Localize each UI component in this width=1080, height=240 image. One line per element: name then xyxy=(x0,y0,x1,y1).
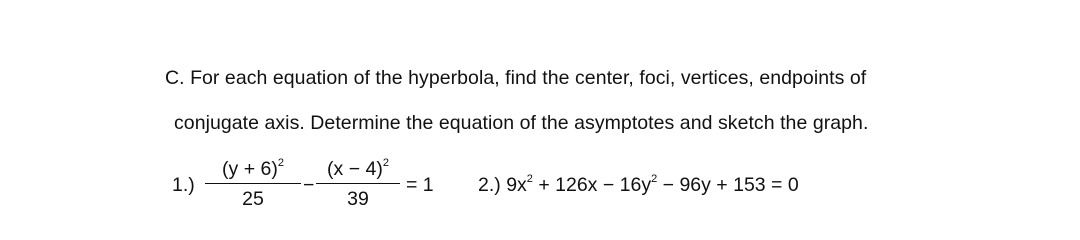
fraction-1-numerator-base: (y + 6) xyxy=(222,158,278,180)
fraction-2-denominator: 39 xyxy=(347,187,369,210)
fraction-1 xyxy=(205,157,301,210)
problem-2-term-3: − 96y + 153 = 0 xyxy=(657,174,799,196)
instruction-line-2: conjugate axis. Determine the equation of the asymptotes and sketch the graph. xyxy=(174,112,869,134)
problem-2-label: 2.) xyxy=(478,174,501,196)
minus-sign: − xyxy=(303,174,315,196)
fraction-2 xyxy=(316,157,400,210)
problem-1-label: 1.) xyxy=(172,174,195,196)
fraction-1-denominator: 25 xyxy=(242,187,264,210)
problem-1-rhs: = 1 xyxy=(406,174,434,196)
problem-2-term-1: 9x xyxy=(506,174,527,196)
problem-2-exponent-2: 2 xyxy=(651,173,658,185)
fraction-1-exponent: 2 xyxy=(277,157,284,169)
problem-2 xyxy=(478,173,799,196)
problem-2-term-2: + 126x − 16y xyxy=(532,174,652,196)
fraction-2-numerator-base: (x − 4) xyxy=(327,158,383,180)
instruction-line-1: C. For each equation of the hyperbola, find the center, foci, vertices, endpoints of xyxy=(165,67,867,89)
fraction-1-numerator xyxy=(205,157,301,183)
fraction-2-exponent: 2 xyxy=(382,157,389,169)
fraction-2-numerator xyxy=(316,157,400,183)
problem-2-exponent-1: 2 xyxy=(526,173,533,185)
